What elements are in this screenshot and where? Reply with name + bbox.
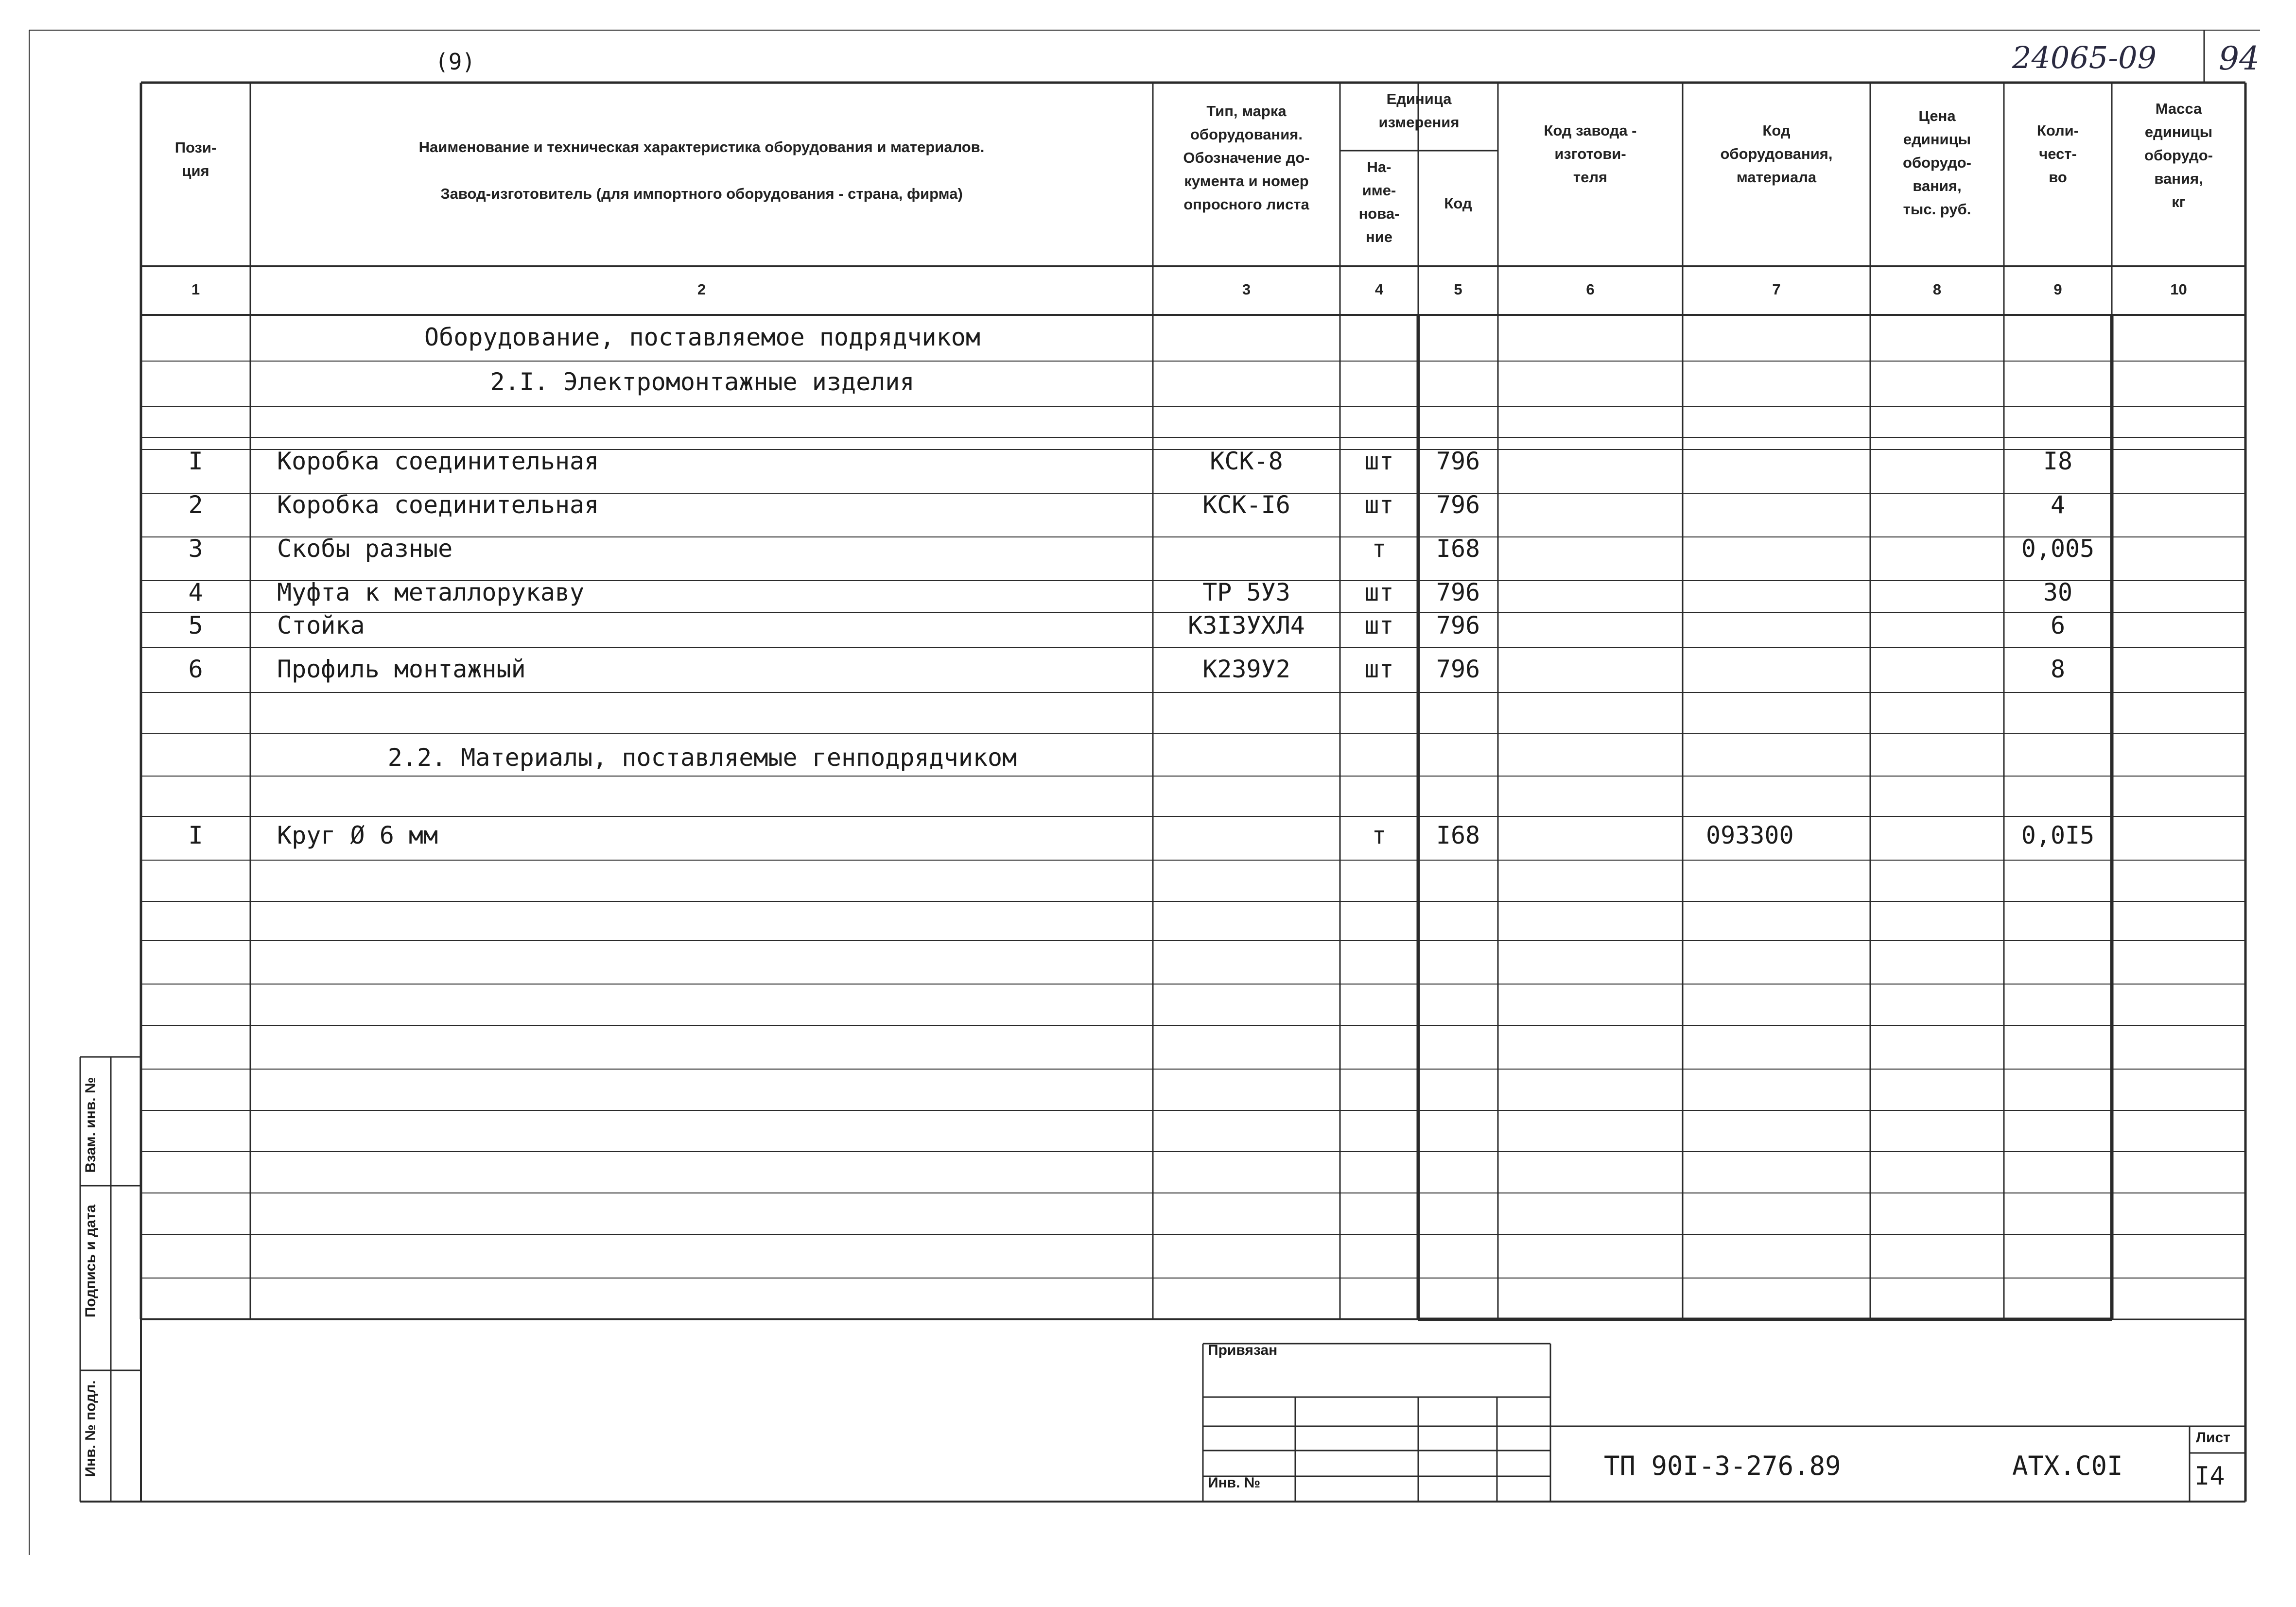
row-type: КСК-8	[1210, 447, 1283, 475]
section-title: Оборудование, поставляемое подрядчиком	[424, 323, 980, 351]
document-mark: АТХ.С0I	[2012, 1451, 2123, 1481]
row-position: 6	[188, 655, 203, 683]
row-unit: шт	[1364, 447, 1394, 475]
column-number: 3	[1242, 281, 1251, 298]
row-position: I	[188, 447, 203, 475]
header-unit-code: Код	[1444, 195, 1472, 212]
column-number: 1	[191, 281, 200, 298]
row-unit-code: 796	[1436, 655, 1480, 683]
header-plant-code: Код завода - изготови- теля	[1544, 122, 1637, 186]
row-type: ТР 5У3	[1202, 578, 1290, 606]
header-name: Наименование и техническая характеристика оборудования и материалов. Завод-изготовитель (для импортного оборудования - страна, фирма)	[418, 138, 985, 203]
row-position: 3	[188, 535, 203, 563]
row-name: Стойка	[277, 611, 365, 639]
row-quantity: 30	[2043, 578, 2073, 606]
row-quantity: 0,005	[2021, 535, 2095, 563]
header-equipment-code: Код оборудования, материала	[1720, 122, 1833, 186]
column-number: 6	[1586, 281, 1595, 298]
column-number: 10	[2170, 281, 2187, 298]
stamp-vzam-inv: Взам. инв. №	[83, 1077, 99, 1173]
header-unit: Единица измерения	[1378, 90, 1460, 131]
sheet-value: I4	[2194, 1462, 2225, 1491]
project-code: ТП 90I-3-276.89	[1604, 1451, 1841, 1481]
row-unit-code: 796	[1436, 611, 1480, 639]
subsection-electro: 2.I. Электромонтажные изделия	[490, 368, 915, 396]
row-type: К239У2	[1202, 655, 1290, 683]
row-name: Профиль монтажный	[277, 655, 526, 683]
stamp-podpis-data: Подпись и дата	[83, 1204, 99, 1318]
inv-no-label: Инв. №	[1208, 1475, 1261, 1491]
row-unit: шт	[1364, 611, 1394, 639]
privyazan-label: Привязан	[1208, 1342, 1278, 1358]
row-unit-code: I68	[1436, 821, 1480, 849]
column-number: 4	[1374, 281, 1384, 298]
row-unit-code: 796	[1436, 447, 1480, 475]
row-quantity: 0,0I5	[2021, 821, 2095, 849]
row-equipment-code: 093300	[1706, 821, 1794, 849]
row-name: Коробка соединительная	[277, 491, 599, 519]
row-position: 4	[188, 578, 203, 606]
row-unit-code: I68	[1436, 535, 1480, 563]
stamp-inv-podl: Инв. № подл.	[83, 1380, 99, 1477]
document-number: 24065-09	[2012, 40, 2157, 75]
column-number: 5	[1454, 281, 1462, 298]
row-unit-code: 796	[1436, 578, 1480, 606]
row-unit: шт	[1364, 578, 1394, 606]
row-unit: т	[1372, 535, 1387, 563]
header-position: Пози- ция	[174, 139, 217, 180]
header-unit-name: На- име- нова- ние	[1358, 158, 1400, 246]
row-quantity: 4	[2050, 491, 2066, 519]
row-name: Скобы разные	[277, 535, 453, 563]
row-quantity: I8	[2043, 447, 2073, 475]
row-quantity: 8	[2050, 655, 2066, 683]
row-unit-code: 796	[1436, 491, 1480, 519]
row-position: 5	[188, 611, 203, 639]
row-name: Муфта к металлорукаву	[277, 578, 585, 606]
row-unit: шт	[1364, 655, 1394, 683]
header-mass: Масса единицы оборудо- вания, кг	[2144, 100, 2213, 211]
column-number: 7	[1772, 281, 1781, 298]
header-type: Тип, марка оборудования. Обозначение до- кумента и номер опросного листа	[1183, 103, 1310, 213]
header-price: Цена единицы оборудо- вания, тыс. руб.	[1903, 107, 1971, 218]
row-name: Коробка соединительная	[277, 447, 599, 475]
row-type: К3I3УХЛ4	[1188, 611, 1305, 639]
column-number: 9	[2053, 281, 2062, 298]
sheet-label: Лист	[2196, 1430, 2230, 1446]
column-number: 8	[1932, 281, 1942, 298]
column-number: 2	[697, 281, 706, 298]
row-position: I	[188, 821, 203, 849]
row-quantity: 6	[2050, 611, 2066, 639]
subsection-materials: 2.2. Материалы, поставляемые генподрядчиком	[387, 743, 1017, 772]
page-number: 94	[2219, 40, 2260, 77]
header-quantity: Коли- чест- во	[2036, 122, 2079, 186]
sheet-number-top: (9)	[435, 49, 476, 75]
row-name: Круг Ø 6 мм	[277, 821, 438, 849]
row-unit: т	[1372, 821, 1387, 849]
row-type: КСК-I6	[1202, 491, 1290, 519]
row-position: 2	[188, 491, 203, 519]
row-unit: шт	[1364, 491, 1394, 519]
